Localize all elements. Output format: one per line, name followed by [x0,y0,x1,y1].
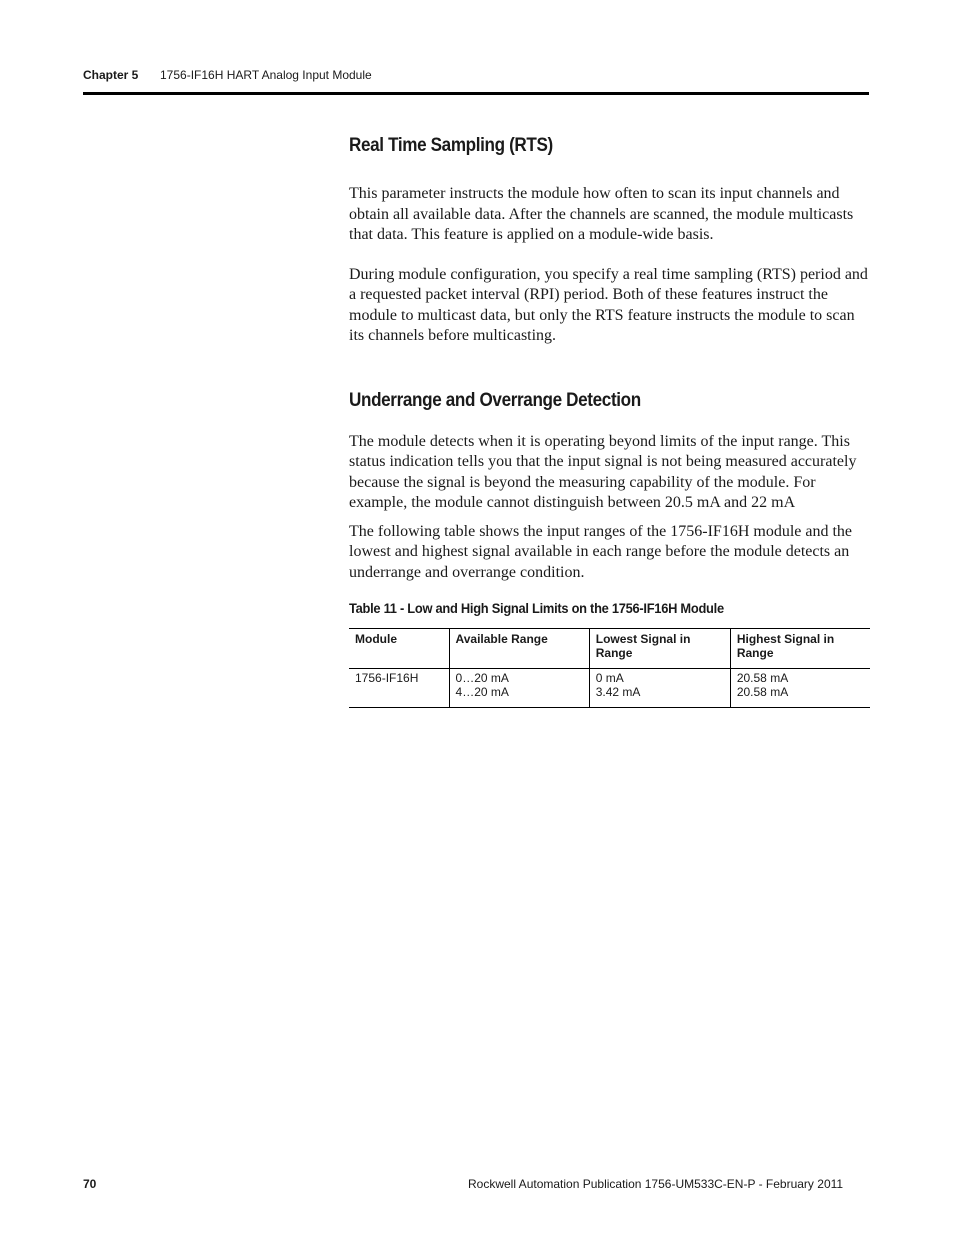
table-header-row [349,629,870,669]
section-heading-range-detection: Underrange and Overrange Detection [349,389,641,411]
chapter-label: Chapter 5 [83,68,139,82]
paragraph: During module configuration, you specify a real time sampling (RTS) period and a requested packet interval (RPI) period. Both of these features instruct the module to multicast data, but only the RTS feature instructs the module to scan its channels before multicasting. [349,265,868,344]
cell-highest-signal [730,669,870,708]
column-header-highest-signal: Highest Signal in Range [730,629,870,669]
cell-lowest-signal [589,669,730,708]
cell-available-range [449,669,589,708]
lowest-value: 0 mA [595,671,624,685]
column-header-module: Module [349,629,449,669]
paragraph: The module detects when it is operating beyond limits of the input range. This status indication tells you that the input signal is not being measured accurately because the signal is beyond the measuring capability of the module. For example, the module cannot distinguish between 20.5 mA and 22 mA [349,432,857,511]
table-row [349,669,870,708]
paragraph: The following table shows the input ranges of the 1756-IF16H module and the lowest and highest signal available in each range before the module detects an underrange and overrange condition. [349,522,853,581]
lowest-value: 3.42 mA [595,685,641,699]
chapter-title: 1756-IF16H HART Analog Input Module [160,68,372,82]
main-content [349,135,869,708]
page-number: 70 [83,1177,97,1191]
column-header-available-range: Available Range [449,629,589,669]
publication-info: Rockwell Automation Publication 1756-UM533C-EN-P - February 2011 [468,1177,844,1191]
cell-module: 1756-IF16H [349,669,449,708]
range-value: 4…20 mA [455,685,509,699]
page-header [83,66,869,95]
range-value: 0…20 mA [455,671,509,685]
paragraph: This parameter instructs the module how often to scan its input channels and obtain all available data. After the channels are scanned, the module multicasts that data. This feature is applied on a module-wide basis. [349,185,854,243]
highest-value: 20.58 mA [736,671,789,685]
section-heading-rts: Real Time Sampling (RTS) [349,135,553,156]
signal-limits-table [349,628,870,708]
highest-value: 20.58 mA [736,685,789,699]
table-caption: Table 11 - Low and High Signal Limits on the 1756-IF16H Module [349,600,724,616]
column-header-lowest-signal: Lowest Signal in Range [589,629,730,669]
